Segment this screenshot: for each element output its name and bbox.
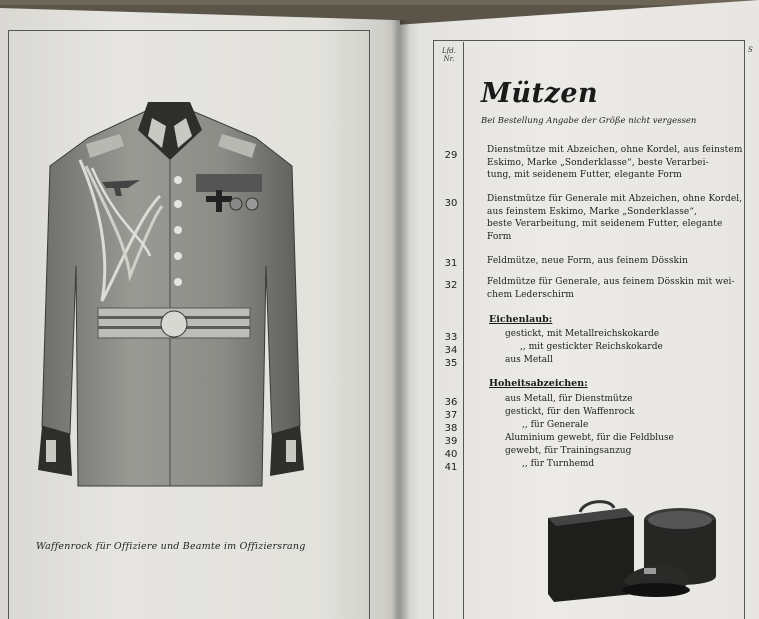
hoheitsabzeichen-item: gestickt, für den Waffenrock (505, 407, 635, 417)
entry-line: tung, mit seidenem Futter, elegante Form (487, 170, 682, 180)
section-title: Mützen (481, 78, 599, 109)
hoheitsabzeichen-item: ,, für Turnhemd (522, 459, 595, 469)
entry-number: 31 (444, 258, 458, 269)
number-column-divider (463, 42, 464, 619)
entry-number: 32 (444, 280, 458, 291)
catalog-entry (487, 144, 747, 182)
hoheitsabzeichen-heading: Hoheitsabzeichen: (489, 378, 588, 389)
entry-number: 34 (444, 345, 458, 356)
catalog-entry (487, 255, 747, 268)
entry-line: Feldmütze für Generale, aus feinem Dösskin mit wei- (487, 277, 735, 287)
entry-number: 41 (444, 462, 458, 473)
entry-line: chem Lederschirm (487, 289, 575, 300)
entry-line: Feldmütze, neue Form, aus feinem Dösskin (487, 256, 688, 266)
number-column-header: Lfd. Nr. (442, 47, 456, 63)
hoheitsabzeichen-item: ,, für Generale (522, 420, 589, 430)
entry-number: 40 (444, 449, 458, 460)
entry-line: aus feinstem Eskimo, Marke „Sonderklasse“, (487, 206, 698, 217)
illustration-caption: Waffenrock für Offiziere und Beamte im Offiziersrang (36, 541, 306, 552)
book-gutter (392, 20, 410, 619)
entry-line: Dienstmütze für Generale mit Abzeichen, ohne Kordel, (487, 194, 743, 204)
catalog-entry (487, 276, 747, 301)
cap-box-illustration (540, 498, 720, 608)
catalog-entry (487, 193, 747, 243)
hoheitsabzeichen-item: aus Metall, für Dienstmütze (505, 394, 633, 404)
entry-number: 36 (444, 397, 458, 408)
entry-number: 35 (444, 358, 458, 369)
eichenlaub-item: gestickt, mit Metallreichskokarde (505, 329, 660, 339)
eichenlaub-item: aus Metall (505, 355, 553, 365)
entry-number: 38 (444, 423, 458, 434)
page-column-header: S (748, 46, 753, 54)
entry-number: 39 (444, 436, 458, 447)
entry-number: 30 (444, 198, 458, 209)
entry-number: 37 (444, 410, 458, 421)
officer-tunic-illustration (30, 96, 312, 496)
entry-line: Dienstmütze mit Abzeichen, ohne Kordel, aus feinstem (487, 145, 743, 155)
eichenlaub-item: ,, mit gestickter Reichskokarde (520, 342, 663, 352)
hoheitsabzeichen-item: gewebt, für Trainingsanzug (505, 446, 632, 456)
entry-line: Form (487, 231, 512, 242)
entry-number: 29 (444, 150, 458, 161)
eichenlaub-heading: Eichenlaub: (489, 314, 553, 325)
entry-line: beste Verarbeitung, mit seidenem Futter, elegante (487, 219, 723, 229)
entry-line: Eskimo, Marke „Sonderklasse“, beste Verarbei- (487, 157, 709, 168)
hoheitsabzeichen-item: Aluminium gewebt, für die Feldbluse (505, 433, 674, 443)
entry-number: 33 (444, 332, 458, 343)
section-subtitle: Bei Bestellung Angabe der Größe nicht vergessen (481, 116, 697, 126)
